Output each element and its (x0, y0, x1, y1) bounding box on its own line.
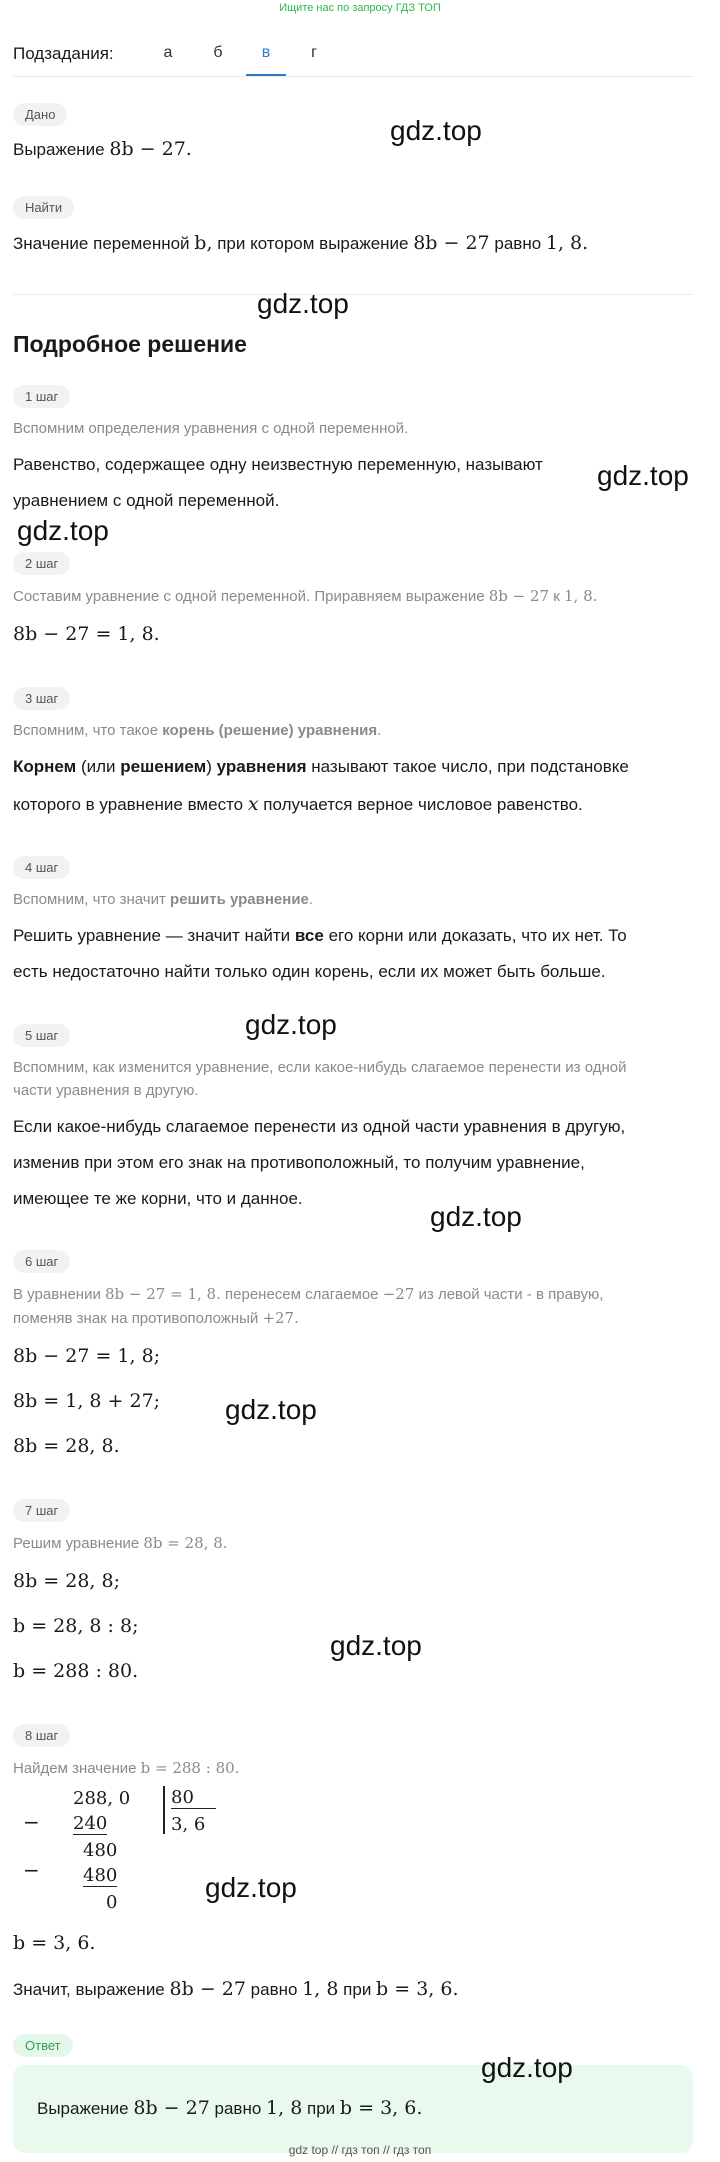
step6-hint-t3: из левой части - в правую, (414, 1286, 604, 1303)
find-badge: Найти (13, 196, 74, 219)
division-minus-2: − (23, 1858, 40, 1882)
step7-hint-m: 8b = 28, 8. (143, 1534, 228, 1552)
answer-badge: Ответ (13, 2034, 73, 2057)
step8-badge: 8 шаг (13, 1724, 70, 1747)
step4-l1-t1: Решить уравнение — значит найти (13, 926, 295, 945)
step3-hint-t1: Вспомним, что такое (13, 722, 163, 739)
answer-m1: 8b − 27 (133, 2097, 210, 2119)
answer-t2: равно (209, 2099, 267, 2118)
step6-badge: 6 шаг (13, 1250, 70, 1273)
subtask-tabs (13, 44, 693, 77)
find-text (13, 232, 588, 254)
step5-hint2: части уравнения в другую. (13, 1082, 199, 1099)
step2-hint-t2: к (549, 588, 564, 605)
solution-title: Подробное решение (13, 331, 247, 357)
division-sub1: 240 (73, 1813, 108, 1834)
step5-line1: Если какое-нибудь слагаемое перенести из одной части уравнения в другую, (13, 1117, 626, 1136)
division-dividend: 288, 0 (73, 1788, 131, 1809)
step4-hint-t2: . (308, 891, 314, 908)
answer-t1: Выражение (37, 2099, 134, 2118)
tab-v[interactable]: в (246, 44, 286, 76)
step7-eq3: b = 288 : 80. (13, 1660, 139, 1682)
step6-eq2: 8b = 1, 8 + 27; (13, 1390, 161, 1412)
step4-badge: 4 шаг (13, 856, 70, 879)
tab-a[interactable]: а (163, 44, 173, 61)
step3-l2-var: x (247, 793, 259, 815)
step7-eq2: b = 28, 8 : 8; (13, 1615, 139, 1637)
step5-badge: 5 шаг (13, 1024, 70, 1047)
step6-hint1 (13, 1285, 603, 1303)
division-vertical-bar (163, 1786, 165, 1834)
step3-badge: 3 шаг (13, 687, 70, 710)
watermark: gdz.top (225, 1394, 317, 1425)
step3-l1-b1: Корнем (13, 757, 77, 776)
given-expression: 8b − 27. (109, 138, 192, 160)
concl-t1: Значит, выражение (13, 1980, 170, 1999)
step1-line1: Равенство, содержащее одну неизвестную переменную, называют (13, 455, 543, 474)
tab-g[interactable]: г (311, 44, 317, 61)
step5-line2: изменив при этом его знак на противоположный, то получим уравнение, (13, 1153, 585, 1172)
step6-eq3: 8b = 28, 8. (13, 1435, 120, 1457)
step3-l2-t1: которого в уравнение вместо (13, 795, 248, 814)
step6-hint2-t1: поменяв знак на противоположный (13, 1310, 263, 1327)
step4-line1 (13, 926, 627, 946)
concl-t2: равно (245, 1980, 303, 1999)
step3-line2 (13, 793, 583, 815)
concl-m1: 8b − 27 (169, 1978, 246, 2000)
step4-hint-bold: решить уравнение (170, 891, 309, 908)
step7-hint (13, 1534, 228, 1552)
step3-l1-b3: уравнения (216, 757, 307, 776)
answer-t3: при (302, 2099, 340, 2118)
step4-hint-t1: Вспомним, что значит (13, 891, 171, 908)
step7-badge: 7 шаг (13, 1499, 70, 1522)
step6-hint2-m: +27. (262, 1309, 299, 1327)
step6-hint-m2: −27 (382, 1285, 415, 1303)
tab-b[interactable]: б (213, 44, 223, 61)
step4-l1-t2: его корни или доказать, что их нет. То (323, 926, 627, 945)
step6-hint-t2: перенесем слагаемое (220, 1286, 383, 1303)
step3-hint-t2: . (377, 722, 382, 739)
watermark: gdz.top (390, 115, 482, 146)
step4-l1-bold: все (294, 926, 324, 945)
find-m1: b, (194, 232, 213, 254)
step3-l1-t1: (или (76, 757, 121, 776)
step2-hint-text: Составим уравнение с одной переменной. Приравняем выражение (13, 588, 489, 605)
find-t3: равно (489, 234, 546, 253)
step3-l1-t2: ) (206, 757, 217, 776)
step5-hint1: Вспомним, как изменится уравнение, если какое-нибудь слагаемое перенести из одной (13, 1059, 627, 1076)
divider (13, 294, 693, 295)
find-m3: 1, 8. (545, 232, 589, 254)
subtask-tabs-label: Подзадания: (13, 44, 114, 63)
step4-hint (13, 891, 313, 908)
step6-hint2 (13, 1309, 299, 1327)
step3-l2-t2: получается верное числовое равенство. (258, 795, 583, 814)
division-minus-1: − (23, 1810, 40, 1834)
watermark: gdz.top (481, 2052, 573, 2083)
step1-hint: Вспомним определения уравнения с одной переменной. (13, 420, 409, 437)
step5-line3: имеющее те же корни, что и данное. (13, 1189, 303, 1208)
search-hint-banner: Ищите нас по запросу ГДЗ ТОП (279, 2, 441, 14)
step3-l1-b2: решением (120, 757, 207, 776)
find-t1: Значение переменной (13, 234, 195, 253)
watermark: gdz.top (205, 1872, 297, 1903)
division-rem1: 480 (83, 1840, 118, 1861)
step1-badge: 1 шаг (13, 385, 70, 408)
step8-hint-t: Найдем значение (13, 1760, 141, 1777)
step3-l1-t3: называют такое число, при подстановке (306, 757, 629, 776)
watermark: gdz.top (245, 1009, 337, 1040)
watermark: gdz.top (597, 460, 689, 491)
step3-hint-bold: корень (решение) уравнения (162, 722, 378, 739)
step6-hint-t1: В уравнении (13, 1286, 105, 1303)
step4-line2: есть недостаточно найти только один корень, если их может быть больше. (13, 962, 606, 981)
footer-links[interactable]: gdz top // гдз топ // гдз топ (288, 2143, 432, 2157)
concl-m3: b = 3, 6. (376, 1978, 459, 2000)
step8-hint (13, 1759, 239, 1777)
division-quotient: 3, 6 (171, 1814, 206, 1835)
division-divisor: 80 (171, 1788, 216, 1809)
step1-line2: уравнением с одной переменной. (13, 491, 280, 510)
concl-m2: 1, 8 (302, 1978, 339, 2000)
step8-result: b = 3, 6. (13, 1932, 96, 1954)
division-rem2: 0 (106, 1892, 118, 1913)
watermark: gdz.top (17, 515, 109, 546)
answer-text (37, 2097, 422, 2119)
step7-hint-t: Решим уравнение (13, 1535, 144, 1552)
find-m2: 8b − 27 (413, 232, 490, 254)
given-text-prefix: Выражение (13, 140, 110, 159)
answer-m3: b = 3, 6. (339, 2097, 423, 2119)
answer-m2: 1, 8 (266, 2097, 303, 2119)
given-text (13, 138, 192, 160)
step7-eq1: 8b = 28, 8; (13, 1570, 120, 1592)
step2-hint-m2: 1, 8. (563, 587, 598, 605)
step2-hint-m1: 8b − 27 (488, 587, 550, 605)
watermark: gdz.top (330, 1630, 422, 1661)
step6-eq1: 8b − 27 = 1, 8; (13, 1345, 161, 1367)
step2-equation: 8b − 27 = 1, 8. (13, 623, 160, 645)
step6-hint-m1: 8b − 27 = 1, 8. (105, 1285, 221, 1303)
step2-badge: 2 шаг (13, 552, 70, 575)
step8-conclusion (13, 1978, 459, 2000)
division-sub2: 480 (83, 1865, 118, 1886)
find-t2: при котором выражение (212, 234, 414, 253)
step3-hint (13, 722, 381, 739)
watermark: gdz.top (430, 1201, 522, 1232)
concl-t3: при (338, 1980, 377, 1999)
given-badge: Дано (13, 103, 67, 126)
step2-hint (13, 587, 597, 605)
watermark: gdz.top (257, 288, 349, 319)
step8-hint-m: b = 288 : 80. (140, 1759, 240, 1777)
step3-line1 (13, 757, 629, 777)
